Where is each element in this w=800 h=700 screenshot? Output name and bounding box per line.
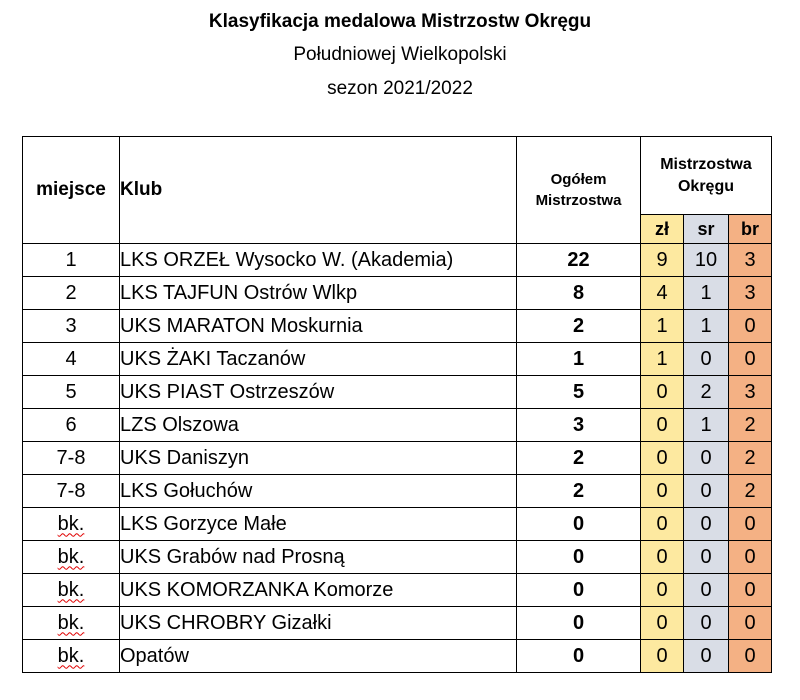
header-row bbox=[23, 137, 772, 215]
total-cell: 2 bbox=[517, 442, 641, 475]
bronze-cell: 3 bbox=[729, 277, 772, 310]
bronze-cell: 0 bbox=[729, 343, 772, 376]
club-cell: LKS Gorzyce Małe bbox=[120, 508, 517, 541]
bronze-cell: 3 bbox=[729, 376, 772, 409]
place-cell: 7-8 bbox=[23, 475, 120, 508]
gold-cell: 9 bbox=[641, 244, 684, 277]
bronze-cell: 2 bbox=[729, 409, 772, 442]
place-cell bbox=[23, 508, 120, 541]
total-cell: 3 bbox=[517, 409, 641, 442]
table-row bbox=[23, 607, 772, 640]
bronze-cell: 0 bbox=[729, 508, 772, 541]
club-cell: UKS Grabów nad Prosną bbox=[120, 541, 517, 574]
total-cell: 0 bbox=[517, 607, 641, 640]
club-cell: LKS ORZEŁ Wysocko W. (Akademia) bbox=[120, 244, 517, 277]
table-row bbox=[23, 574, 772, 607]
total-cell: 1 bbox=[517, 343, 641, 376]
club-cell: UKS ŻAKI Taczanów bbox=[120, 343, 517, 376]
table-row bbox=[23, 310, 772, 343]
total-cell: 0 bbox=[517, 541, 641, 574]
club-cell: UKS MARATON Moskurnia bbox=[120, 310, 517, 343]
gold-cell: 0 bbox=[641, 442, 684, 475]
document-title: Klasyfikacja medalowa Mistrzostw Okręgu bbox=[208, 11, 592, 32]
table-row bbox=[23, 376, 772, 409]
table-row bbox=[23, 409, 772, 442]
place-label: bk. bbox=[57, 644, 85, 667]
bronze-cell: 0 bbox=[729, 310, 772, 343]
table-row bbox=[23, 442, 772, 475]
header-championship-line2: Okręgu bbox=[677, 177, 734, 195]
place-cell bbox=[23, 574, 120, 607]
table-row bbox=[23, 541, 772, 574]
gold-cell: 0 bbox=[641, 508, 684, 541]
bronze-cell: 3 bbox=[729, 244, 772, 277]
table-row bbox=[23, 343, 772, 376]
bronze-cell: 2 bbox=[729, 475, 772, 508]
header-gold: zł bbox=[641, 215, 684, 244]
header-place: miejsce bbox=[23, 137, 120, 244]
table-row bbox=[23, 475, 772, 508]
place-label: bk. bbox=[57, 545, 85, 568]
place-cell: 1 bbox=[23, 244, 120, 277]
place-cell: 5 bbox=[23, 376, 120, 409]
silver-cell: 1 bbox=[684, 409, 729, 442]
table-row bbox=[23, 640, 772, 673]
total-cell: 8 bbox=[517, 277, 641, 310]
place-label: bk. bbox=[57, 611, 85, 634]
silver-cell: 2 bbox=[684, 376, 729, 409]
document-subtitle: Południowej Wielkopolski bbox=[293, 44, 507, 65]
silver-cell: 0 bbox=[684, 607, 729, 640]
place-cell bbox=[23, 640, 120, 673]
club-cell: UKS PIAST Ostrzeszów bbox=[120, 376, 517, 409]
gold-cell: 0 bbox=[641, 409, 684, 442]
gold-cell: 1 bbox=[641, 343, 684, 376]
gold-cell: 0 bbox=[641, 376, 684, 409]
silver-cell: 0 bbox=[684, 343, 729, 376]
gold-cell: 0 bbox=[641, 574, 684, 607]
header-championship bbox=[641, 137, 772, 215]
table-row bbox=[23, 244, 772, 277]
place-cell bbox=[23, 607, 120, 640]
bronze-cell: 0 bbox=[729, 640, 772, 673]
place-cell: 2 bbox=[23, 277, 120, 310]
silver-cell: 0 bbox=[684, 442, 729, 475]
header-club: Klub bbox=[120, 137, 517, 244]
place-cell: 7-8 bbox=[23, 442, 120, 475]
gold-cell: 0 bbox=[641, 541, 684, 574]
club-cell: UKS KOMORZANKA Komorze bbox=[120, 574, 517, 607]
total-cell: 5 bbox=[517, 376, 641, 409]
silver-cell: 10 bbox=[684, 244, 729, 277]
header-silver: sr bbox=[684, 215, 729, 244]
bronze-cell: 0 bbox=[729, 574, 772, 607]
place-label: bk. bbox=[57, 512, 85, 535]
place-label: bk. bbox=[57, 578, 85, 601]
total-cell: 0 bbox=[517, 508, 641, 541]
place-cell: 4 bbox=[23, 343, 120, 376]
season-label: sezon 2021/2022 bbox=[327, 78, 473, 99]
silver-cell: 0 bbox=[684, 640, 729, 673]
total-cell: 2 bbox=[517, 310, 641, 343]
club-cell: UKS CHROBRY Gizałki bbox=[120, 607, 517, 640]
header-total bbox=[517, 137, 641, 244]
silver-cell: 0 bbox=[684, 508, 729, 541]
header-total-line2: Mistrzostwa bbox=[535, 192, 622, 209]
place-cell: 3 bbox=[23, 310, 120, 343]
bronze-cell: 0 bbox=[729, 607, 772, 640]
club-cell: LZS Olszowa bbox=[120, 409, 517, 442]
header-bronze: br bbox=[729, 215, 772, 244]
silver-cell: 0 bbox=[684, 574, 729, 607]
medal-table bbox=[22, 136, 772, 673]
club-cell: LKS TAJFUN Ostrów Wlkp bbox=[120, 277, 517, 310]
gold-cell: 1 bbox=[641, 310, 684, 343]
place-cell bbox=[23, 541, 120, 574]
club-cell: LKS Gołuchów bbox=[120, 475, 517, 508]
total-cell: 0 bbox=[517, 574, 641, 607]
club-cell: UKS Daniszyn bbox=[120, 442, 517, 475]
total-cell: 22 bbox=[517, 244, 641, 277]
header-championship-line1: Mistrzostwa bbox=[660, 155, 752, 173]
total-cell: 0 bbox=[517, 640, 641, 673]
silver-cell: 0 bbox=[684, 475, 729, 508]
place-cell: 6 bbox=[23, 409, 120, 442]
silver-cell: 1 bbox=[684, 310, 729, 343]
bronze-cell: 0 bbox=[729, 541, 772, 574]
table-row bbox=[23, 277, 772, 310]
gold-cell: 0 bbox=[641, 475, 684, 508]
gold-cell: 0 bbox=[641, 640, 684, 673]
club-cell: Opatów bbox=[120, 640, 517, 673]
table-row bbox=[23, 508, 772, 541]
gold-cell: 4 bbox=[641, 277, 684, 310]
total-cell: 2 bbox=[517, 475, 641, 508]
bronze-cell: 2 bbox=[729, 442, 772, 475]
silver-cell: 0 bbox=[684, 541, 729, 574]
silver-cell: 1 bbox=[684, 277, 729, 310]
gold-cell: 0 bbox=[641, 607, 684, 640]
header-total-line1: Ogółem bbox=[550, 171, 607, 188]
